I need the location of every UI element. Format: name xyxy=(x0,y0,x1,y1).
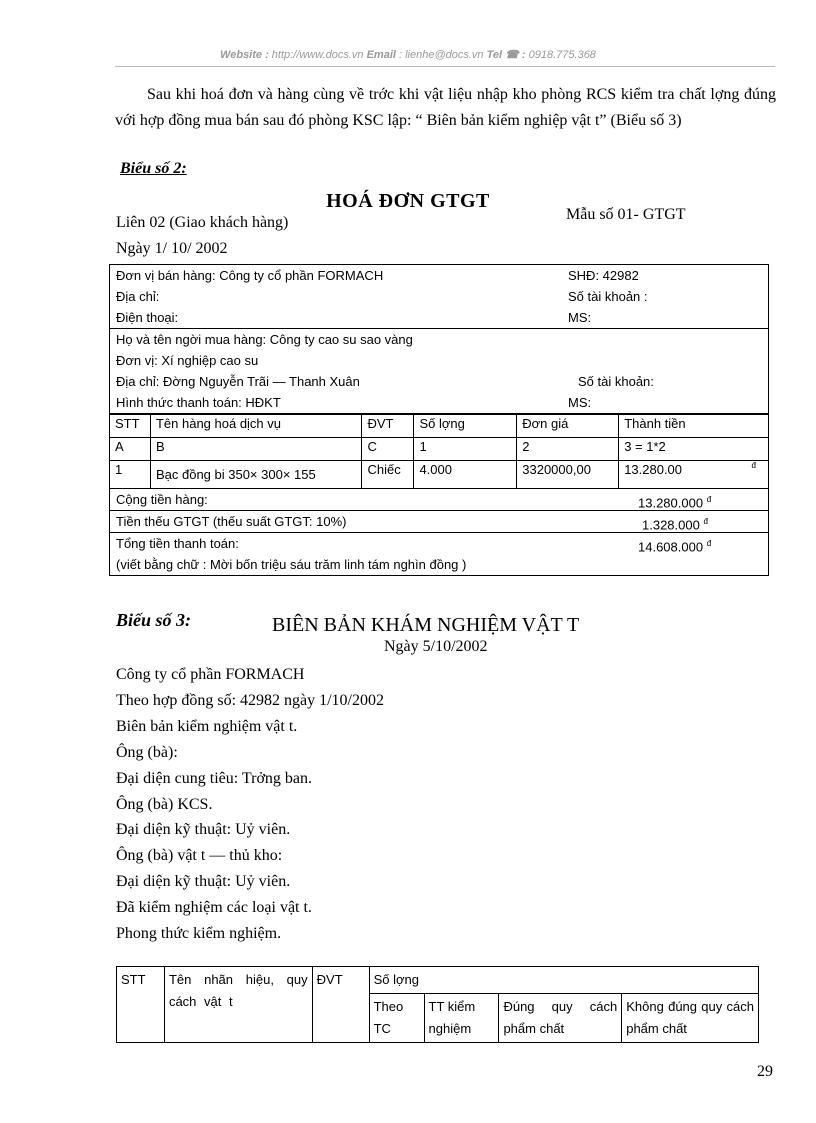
row-dvt: Chiếc xyxy=(362,461,414,489)
list-item: Phong thức kiểm nghiệm. xyxy=(116,925,282,943)
report-lines xyxy=(116,662,384,947)
list-item: Đại diện kỹ thuật: Uỷ viên. xyxy=(116,821,291,839)
list-item: Đại diện kỹ thuật: Uỷ viên. xyxy=(116,873,291,891)
total-thue-section xyxy=(109,511,769,533)
insp-col-dvt: ĐVT xyxy=(312,967,369,1043)
thue-value: 1.328.000 xyxy=(642,517,700,533)
insp-col-stt: STT xyxy=(117,967,165,1043)
invoice-table xyxy=(109,264,769,576)
code-a: A xyxy=(110,438,151,461)
tong-currency: đ xyxy=(706,539,712,548)
buyer-address: Địa chỉ: Đờng Nguyễn Trãi — Thanh Xuân xyxy=(116,374,360,389)
buyer-section xyxy=(109,329,769,414)
bang-chu: (viết bằng chữ : Mời bốn triệu sáu trăm linh tám nghìn đồng ) xyxy=(116,557,467,572)
report-title: BIÊN BẢN KHÁM NGHIỆM VẬT T xyxy=(272,614,580,636)
list-item: Ông (bà): xyxy=(116,743,178,761)
row-soluong: 4.000 xyxy=(414,461,517,489)
cong-currency: đ xyxy=(706,495,712,504)
email-value[interactable]: : lienhe@docs.vn xyxy=(395,49,487,61)
col-dvt: ĐVT xyxy=(362,415,414,438)
buyer-account: Số tài khoản: xyxy=(578,374,654,389)
insp-sub-dung: Đúng quy cách phẩm chất xyxy=(499,994,622,1043)
row-thanhtien-value: 13.280.00 xyxy=(624,462,683,477)
seller-ms: MS: xyxy=(568,310,592,325)
row-unit: đ xyxy=(751,461,756,470)
list-item: Biên bản kiểm nghiệm vật t. xyxy=(116,717,298,735)
insp-col-soluong: Số lợng xyxy=(369,967,758,994)
list-item: Ông (bà) KCS. xyxy=(116,795,213,813)
list-item: Theo hợp đồng số: 42982 ngày 1/10/2002 xyxy=(116,691,384,709)
buyer-ms: MS: xyxy=(568,395,592,410)
row-ten: Bạc đồng bi 350× 300× 155 xyxy=(150,461,362,489)
website-label: Website : xyxy=(220,49,269,61)
code-1: 1 xyxy=(414,438,517,461)
col-ten: Tên hàng hoá dịch vụ xyxy=(150,415,362,438)
tong-value: 14.608.000 xyxy=(638,539,704,555)
tel-label: Tel ☎ : xyxy=(486,49,526,61)
invoice-date: Ngày 1/ 10/ 2002 xyxy=(116,240,228,257)
col-dongia: Đơn giá xyxy=(517,415,619,438)
row-thanhtien xyxy=(619,461,769,489)
invoice-title: HOÁ ĐƠN GTGT xyxy=(326,190,490,212)
buyer-unit: Đơn vị: Xí nghiệp cao su xyxy=(116,353,259,368)
thue-currency: đ xyxy=(703,517,708,526)
inspection-table xyxy=(116,966,759,1043)
inspection-header-row xyxy=(117,967,759,994)
invoice-mau: Mẫu số 01- GTGT xyxy=(566,206,686,223)
invoice-lien: Liên 02 (Giao khách hàng) xyxy=(116,214,289,231)
invoice-items-table xyxy=(109,414,769,489)
seller-section xyxy=(109,264,769,329)
page-header xyxy=(0,48,816,61)
seller-address: Địa chỉ: xyxy=(116,289,160,304)
insp-sub-tt: TT kiểm nghiệm xyxy=(424,994,499,1043)
tel-value: 0918.775.368 xyxy=(525,49,596,61)
website-value[interactable]: http://www.docs.vn xyxy=(268,49,367,61)
col-thanhtien: Thành tiền xyxy=(619,415,769,438)
seller-phone: Điện thoại: xyxy=(116,310,179,325)
seller-name: Đơn vị bán hàng: Công ty cổ phần FORMACH xyxy=(116,268,384,283)
row-dongia: 3320000,00 xyxy=(517,461,619,489)
row-stt: 1 xyxy=(110,461,151,489)
total-tong-section xyxy=(109,533,769,576)
code-c: C xyxy=(362,438,414,461)
total-cong-section xyxy=(109,489,769,511)
list-item: Đại diện cung tiêu: Trởng ban. xyxy=(116,769,312,787)
seller-account: Số tài khoản : xyxy=(568,289,648,304)
cong-label: Cộng tiền hàng: xyxy=(116,492,208,507)
email-label: Email xyxy=(366,49,396,61)
insp-sub-theo-tc: Theo TC xyxy=(369,994,424,1043)
thue-label: Tiền thếu GTGT (thếu suất GTGT: 10%) xyxy=(116,514,347,529)
cong-value: 13.280.000 xyxy=(638,495,704,511)
code-2: 2 xyxy=(517,438,619,461)
list-item: Đã kiểm nghiệm các loại vật t. xyxy=(116,899,312,917)
insp-col-ten: Tên nhãn hiệu, quy cách vật t xyxy=(164,967,312,1043)
invoice-header-row xyxy=(110,415,769,438)
bieu-so-3-label: Biếu số 3: xyxy=(116,610,192,630)
list-item: Công ty cổ phần FORMACH xyxy=(116,666,305,683)
tong-label: Tổng tiền thanh toán: xyxy=(116,536,239,551)
intro-paragraph: Sau khi hoá đơn và hàng cùng về trớc khi vật liệu nhập kho phòng RCS kiểm tra chất lợng đúng với hợp đồng mua bán sau đó phòng KSC lập: “ Biên bản kiểm nghiệp vật t” (Biểu số 3) xyxy=(115,86,776,129)
list-item: Ông (bà) vật t — thủ kho: xyxy=(116,847,283,865)
code-b: B xyxy=(150,438,362,461)
insp-sub-khong-dung: Không đúng quy cách phẩm chất xyxy=(622,994,759,1043)
seller-shd: SHĐ: 42982 xyxy=(568,268,639,283)
table-row xyxy=(110,461,769,489)
col-soluong: Số lợng xyxy=(414,415,517,438)
code-3: 3 = 1*2 xyxy=(619,438,769,461)
buyer-payment: Hình thức thanh toán: HĐKT xyxy=(116,395,281,410)
header-divider xyxy=(115,66,775,67)
col-stt: STT xyxy=(110,415,151,438)
buyer-name: Họ và tên ngời mua hàng: Công ty cao su sao vàng xyxy=(116,332,413,347)
invoice-code-row xyxy=(110,438,769,461)
page-number: 29 xyxy=(757,1063,773,1080)
report-date: Ngày 5/10/2002 xyxy=(384,638,488,655)
bieu-so-2-label: Biểu số 2: xyxy=(120,160,187,177)
